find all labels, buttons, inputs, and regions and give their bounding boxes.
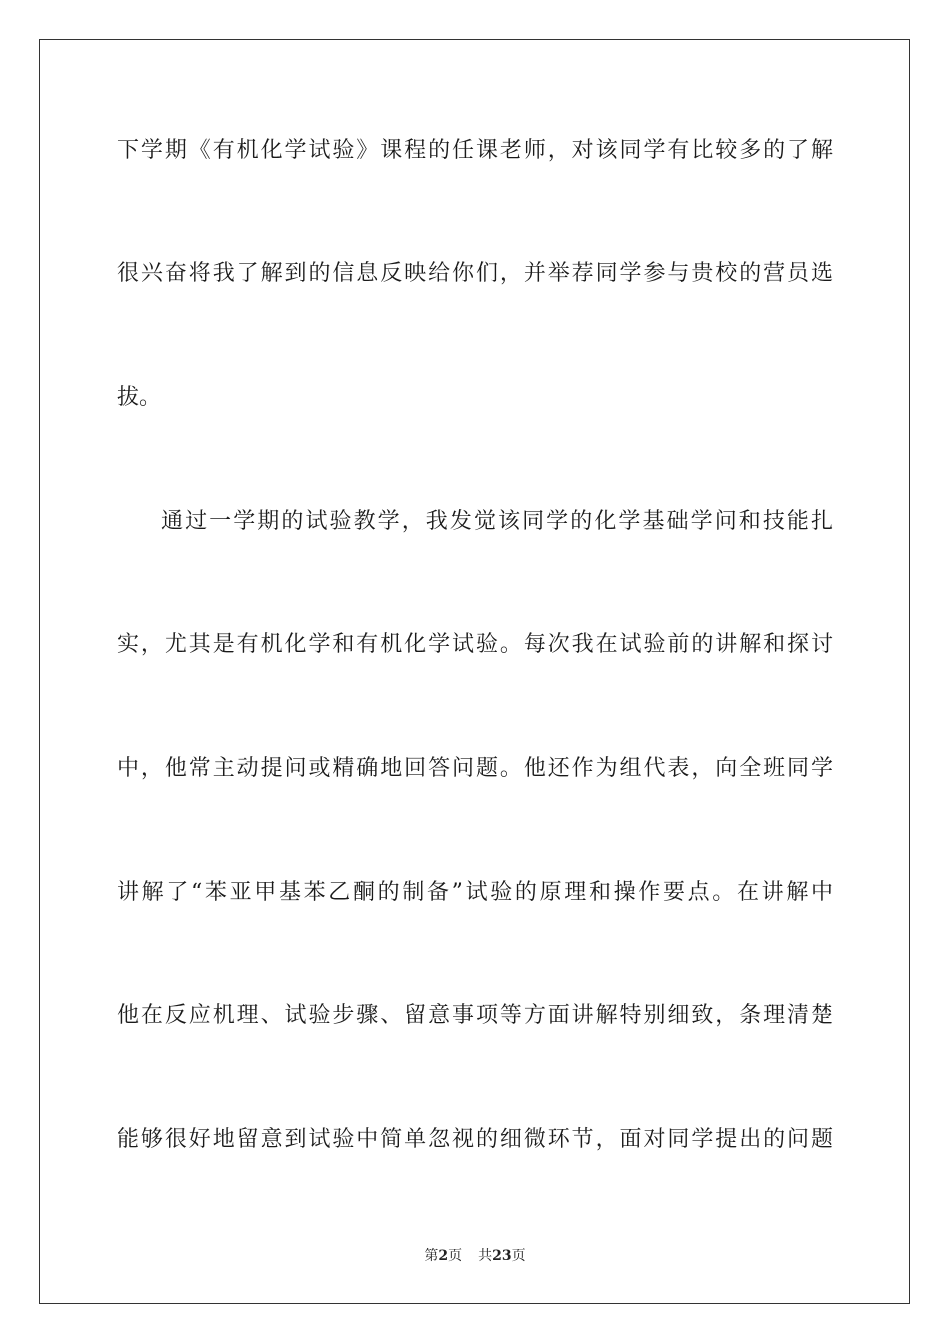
- body-line-1: 下学期《有机化学试验》课程的任课老师，对该同学有比较多的了解: [117, 138, 833, 163]
- footer-page-suffix: 页: [448, 1248, 463, 1264]
- page-footer: [0, 1246, 950, 1266]
- body-line-6: 中，他常主动提问或精确地回答问题。他还作为组代表，向全班同学: [117, 756, 833, 781]
- body-line-8: 他在反应机理、试验步骤、留意事项等方面讲解特别细致，条理清楚: [117, 1003, 833, 1028]
- footer-page-prefix: 第: [424, 1248, 439, 1264]
- page-border: [39, 39, 910, 1304]
- footer-total-pages: 23: [492, 1248, 512, 1264]
- body-line-9: 能够很好地留意到试验中简单忽视的细微环节，面对同学提出的问题: [117, 1127, 833, 1152]
- body-line-4: 通过一学期的试验教学，我发觉该同学的化学基础学问和技能扎: [161, 509, 833, 534]
- footer-total-prefix: 共: [478, 1248, 493, 1264]
- footer-total-suffix: 页: [511, 1248, 526, 1264]
- footer-page-number: 2: [438, 1248, 449, 1264]
- body-line-5: 实，尤其是有机化学和有机化学试验。每次我在试验前的讲解和探讨: [117, 632, 833, 657]
- body-line-2: 很兴奋将我了解到的信息反映给你们，并举荐同学参与贵校的营员选: [117, 261, 833, 286]
- body-line-3: 拔。: [117, 385, 162, 410]
- body-line-7: 讲解了“苯亚甲基苯乙酮的制备”试验的原理和操作要点。在讲解中: [117, 880, 833, 905]
